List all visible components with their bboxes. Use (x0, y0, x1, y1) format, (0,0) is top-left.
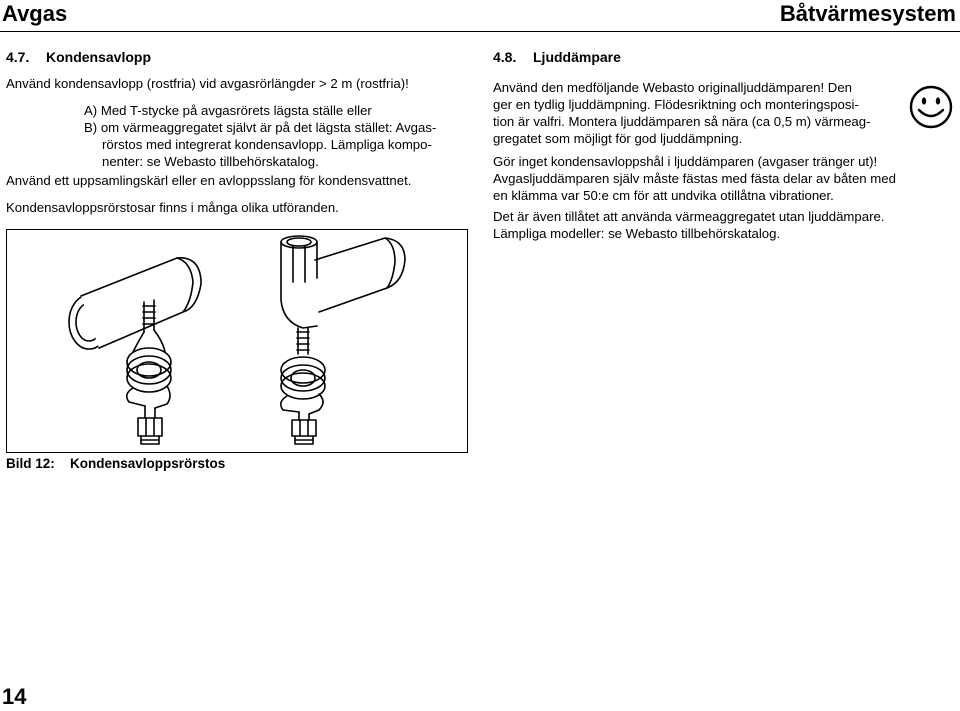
list-item-b-cont-1: rörstos med integrerat kondensavlopp. Lämpliga kompo- (102, 137, 432, 152)
section-title-ljuddampare (493, 48, 621, 66)
section-title-text: Ljuddämpare (533, 49, 621, 65)
figure-box (6, 229, 468, 453)
header-rule (0, 31, 960, 32)
section-number: 4.8. (493, 49, 517, 65)
pipe-illustration-left (69, 258, 201, 444)
figure-caption (6, 455, 225, 473)
paragraph-line: Lämpliga modeller: se Webasto tillbehörskatalog. (493, 226, 781, 241)
paragraph-line: ger en tydlig ljuddämpning. Flödesriktning och monteringsposi- (493, 97, 859, 112)
paragraph-variants: Kondensavloppsrörstosar finns i många olika utföranden. (6, 200, 339, 215)
paragraph-line: en klämma var 50:e cm för att undvika otillåtna vibrationer. (493, 188, 834, 203)
condensate-pipe-illustration (7, 230, 467, 452)
pipe-illustration-right (281, 236, 405, 444)
smiley-icon (908, 84, 954, 130)
paragraph-line: gregatet som möjligt för god ljuddämpning. (493, 131, 743, 146)
list-item-a: A) Med T-stycke på avgasrörets lägsta ställe eller (84, 103, 372, 118)
paragraph-line: Använd den medföljande Webasto originalljuddämparen! Den (493, 80, 852, 95)
section-number: 4.7. (6, 49, 30, 65)
figure-title: Kondensavloppsrörstos (70, 456, 226, 471)
header-title-left: Avgas (2, 1, 68, 26)
paragraph-line: Avgasljuddämparen själv måste fästas med fästa delar av båten med (493, 171, 896, 186)
intro-text: Använd kondensavlopp (rostfria) vid avgasrörlängder > 2 m (rostfria)! (6, 76, 409, 91)
header-title-right: Båtvärmesystem (779, 1, 956, 26)
list-item-b-cont-2: nenter: se Webasto tillbehörskatalog. (102, 154, 319, 169)
paragraph-line: Gör inget kondensavloppshål i ljuddämparen (avgaser tränger ut)! (493, 154, 878, 169)
paragraph-collector: Använd ett uppsamlingskärl eller en avloppsslang för kondensvattnet. (6, 173, 412, 188)
paragraph-line: Det är även tillåtet att använda värmeaggregatet utan ljuddämpare. (493, 209, 885, 224)
list-item-b: B) om värmeaggregatet självt är på det lägsta stället: Avgas- (84, 120, 437, 135)
section-title-text: Kondensavlopp (46, 49, 152, 65)
figure-label: Bild 12: (6, 456, 55, 471)
section-title-kondensavlopp (6, 48, 151, 66)
paragraph-line: tion är valfri. Montera ljuddämparen så nära (ca 0,5 m) värmeag- (493, 114, 871, 129)
page-number: 14 (2, 684, 27, 709)
